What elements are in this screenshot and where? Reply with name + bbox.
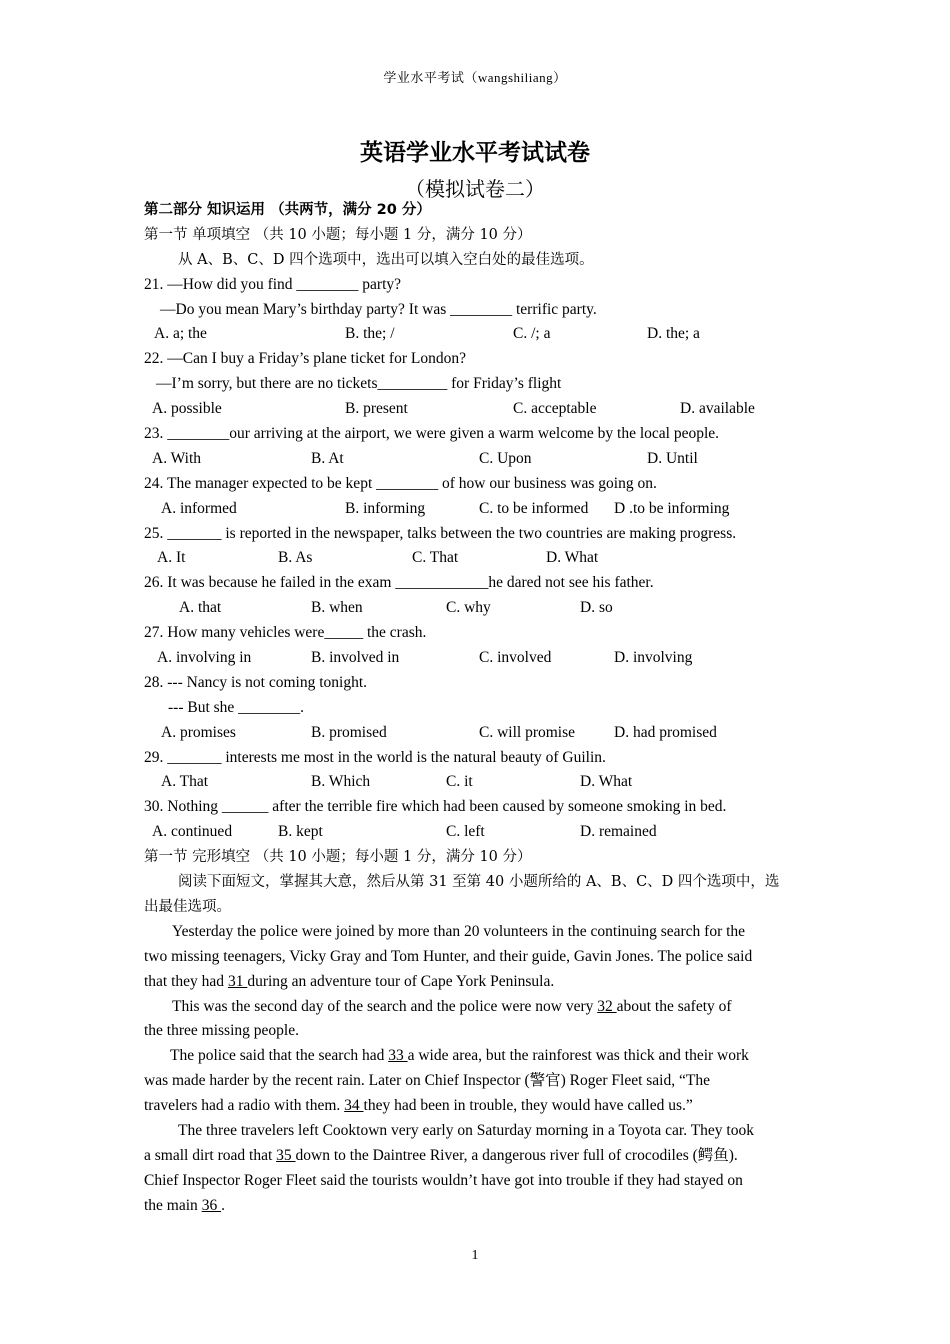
option-a[interactable]: A. With <box>152 449 202 467</box>
passage-text: travelers had a radio with them. <box>144 1097 345 1115</box>
passage-text: the main <box>144 1196 202 1214</box>
passage-text: Yesterday the police were joined by more than 20 volunteers in the continuing search for the <box>172 922 746 940</box>
blank-34: 34 <box>344 1097 364 1115</box>
question-stem-line: 29. _______ interests me most in the world is the natural beauty of Guilin. <box>144 748 606 766</box>
question-28 <box>144 671 806 746</box>
passage-text: a small dirt road that <box>144 1146 277 1164</box>
passage-text: . <box>221 1196 225 1214</box>
passage-text: was made harder by the recent rain. Later on Chief Inspector (警官) Roger Fleet said, “The <box>144 1072 710 1090</box>
question-stem-line: —Do you mean Mary’s birthday party? It was ________ terrific party. <box>160 300 597 318</box>
section2-instruction-line2: 出最佳选项。 <box>144 898 231 915</box>
options-row <box>144 596 806 621</box>
question-stem-line: 28. --- Nancy is not coming tonight. <box>144 673 367 691</box>
blank-36: 36 <box>201 1196 222 1214</box>
passage-text: the three missing people. <box>144 1022 299 1040</box>
option-b[interactable]: B. Which <box>311 773 371 791</box>
option-b[interactable]: B. promised <box>311 723 387 741</box>
option-b[interactable]: B. At <box>311 449 344 467</box>
question-stem-line: —I’m sorry, but there are no tickets_________ for Friday’s flight <box>156 375 562 393</box>
option-d[interactable]: D. Until <box>647 449 698 467</box>
question-stem-line: 30. Nothing ______ after the terrible fire which had been caused by someone smoking in bed. <box>144 798 727 816</box>
question-24 <box>144 472 806 522</box>
option-c[interactable]: C. to be informed <box>479 499 589 517</box>
options-row <box>144 820 806 845</box>
option-c[interactable]: C. That <box>412 549 459 567</box>
option-d[interactable]: D. What <box>580 773 633 791</box>
blank-35: 35 <box>276 1146 296 1164</box>
option-b[interactable]: B. As <box>278 549 313 567</box>
page-number: 1 <box>471 1248 479 1263</box>
option-b[interactable]: B. involved in <box>311 649 400 667</box>
passage-text: The three travelers left Cooktown very early on Saturday morning in a Toyota car. They took <box>178 1121 754 1139</box>
option-c[interactable]: C. left <box>446 823 485 841</box>
part-heading: 第二部分 知识运用 （共两节，满分 20 分） <box>144 202 431 218</box>
option-c[interactable]: C. acceptable <box>513 400 597 418</box>
option-d[interactable]: D. so <box>580 599 613 617</box>
passage-paragraph-4 <box>144 1119 806 1219</box>
option-d[interactable]: D. remained <box>580 823 657 841</box>
option-a[interactable]: A. continued <box>152 823 233 841</box>
options-row <box>144 397 806 422</box>
passage-text: that they had <box>144 972 228 990</box>
option-a[interactable]: A. a; the <box>154 325 207 343</box>
passage-text: a wide area, but the rainforest was thick and their work <box>407 1047 749 1065</box>
options-row <box>144 646 806 671</box>
blank-31: 31 <box>227 972 248 990</box>
option-b[interactable]: B. present <box>345 400 408 418</box>
exam-content <box>144 198 806 1219</box>
passage-text: down to the Daintree River, a dangerous river full of crocodiles (鳄鱼). <box>295 1146 738 1164</box>
option-a[interactable]: A. informed <box>161 499 237 517</box>
question-list <box>144 273 806 845</box>
section2-heading: 第一节 完形填空 （共 10 小题；每小题 1 分，满分 10 分） <box>144 849 532 866</box>
options-row <box>144 322 806 347</box>
question-21 <box>144 273 806 348</box>
option-c[interactable]: C. why <box>446 599 491 617</box>
option-c[interactable]: C. /; a <box>513 325 551 343</box>
question-stem-line: 26. It was because he failed in the exam ____________he dared not see his father. <box>144 574 654 592</box>
option-d[interactable]: D. What <box>546 549 599 567</box>
passage-text: during an adventure tour of Cape York Peninsula. <box>247 972 555 990</box>
question-29 <box>144 746 806 796</box>
option-b[interactable]: B. informing <box>345 499 426 517</box>
passage-paragraph-3 <box>144 1044 806 1119</box>
option-c[interactable]: C. Upon <box>479 449 532 467</box>
passage-text: The police said that the search had <box>170 1047 389 1065</box>
option-a[interactable]: A. That <box>161 773 209 791</box>
option-d[interactable]: D. had promised <box>614 723 717 741</box>
option-d[interactable]: D. involving <box>614 649 693 667</box>
question-23 <box>144 422 806 472</box>
options-row <box>144 721 806 746</box>
passage-paragraph-2 <box>144 995 806 1045</box>
options-row <box>144 447 806 472</box>
page-subtitle: （模拟试卷二） <box>405 177 545 201</box>
option-d[interactable]: D. the; a <box>647 325 700 343</box>
question-27 <box>144 621 806 671</box>
question-stem-line: 25. _______ is reported in the newspaper, talks between the two countries are making progress. <box>144 524 737 542</box>
page-title: 英语学业水平考试试卷 <box>360 140 590 166</box>
option-a[interactable]: A. involving in <box>157 649 252 667</box>
section1-heading: 第一节 单项填空 （共 10 小题；每小题 1 分，满分 10 分） <box>144 226 532 243</box>
page-header: 学业水平考试（wangshiliang） <box>383 70 567 85</box>
question-30 <box>144 795 806 845</box>
question-stem-line: 24. The manager expected to be kept ________ of how our business was going on. <box>144 474 657 492</box>
question-25 <box>144 522 806 572</box>
blank-33: 33 <box>388 1047 408 1065</box>
question-stem-line: 22. —Can I buy a Friday’s plane ticket for London? <box>144 350 466 368</box>
option-a[interactable]: A. It <box>157 549 186 567</box>
question-stem-line: 23. ________our arriving at the airport, we were given a warm welcome by the local people. <box>144 425 720 443</box>
option-d[interactable]: D .to be informing <box>614 499 730 517</box>
question-stem-line: 21. —How did you find ________ party? <box>144 275 402 293</box>
passage-text: they had been in trouble, they would have called us.” <box>363 1097 693 1115</box>
options-row <box>144 497 806 522</box>
options-row <box>144 546 806 571</box>
section2-instruction-line1: 阅读下面短文，掌握其大意，然后从第 31 至第 40 小题所给的 A、B、C、D 四个选项中，选 <box>178 874 780 891</box>
question-stem-line: --- But she ________. <box>168 698 305 716</box>
option-d[interactable]: D. available <box>680 400 755 418</box>
option-b[interactable]: B. kept <box>278 823 323 841</box>
option-b[interactable]: B. when <box>311 599 363 617</box>
question-26 <box>144 571 806 621</box>
option-c[interactable]: C. it <box>446 773 473 791</box>
option-a[interactable]: A. that <box>179 599 222 617</box>
blank-32: 32 <box>597 997 617 1015</box>
option-c[interactable]: C. will promise <box>479 723 576 741</box>
passage-text: This was the second day of the search and the police were now very <box>172 997 598 1015</box>
section1-instruction: 从 A、B、C、D 四个选项中，选出可以填入空白处的最佳选项。 <box>178 251 594 268</box>
options-row <box>144 770 806 795</box>
question-22 <box>144 347 806 422</box>
option-a[interactable]: A. promises <box>161 723 236 741</box>
passage-text: about the safety of <box>616 997 732 1015</box>
option-b[interactable]: B. the; / <box>345 325 395 343</box>
passage-text: two missing teenagers, Vicky Gray and Tom Hunter, and their guide, Gavin Jones. The police said <box>144 947 753 965</box>
question-stem-line: 27. How many vehicles were_____ the crash. <box>144 624 427 642</box>
passage-paragraph-1 <box>144 920 806 995</box>
option-c[interactable]: C. involved <box>479 649 552 667</box>
passage-text: Chief Inspector Roger Fleet said the tourists wouldn’t have got into trouble if they had stayed on <box>144 1171 743 1189</box>
option-a[interactable]: A. possible <box>152 400 222 418</box>
